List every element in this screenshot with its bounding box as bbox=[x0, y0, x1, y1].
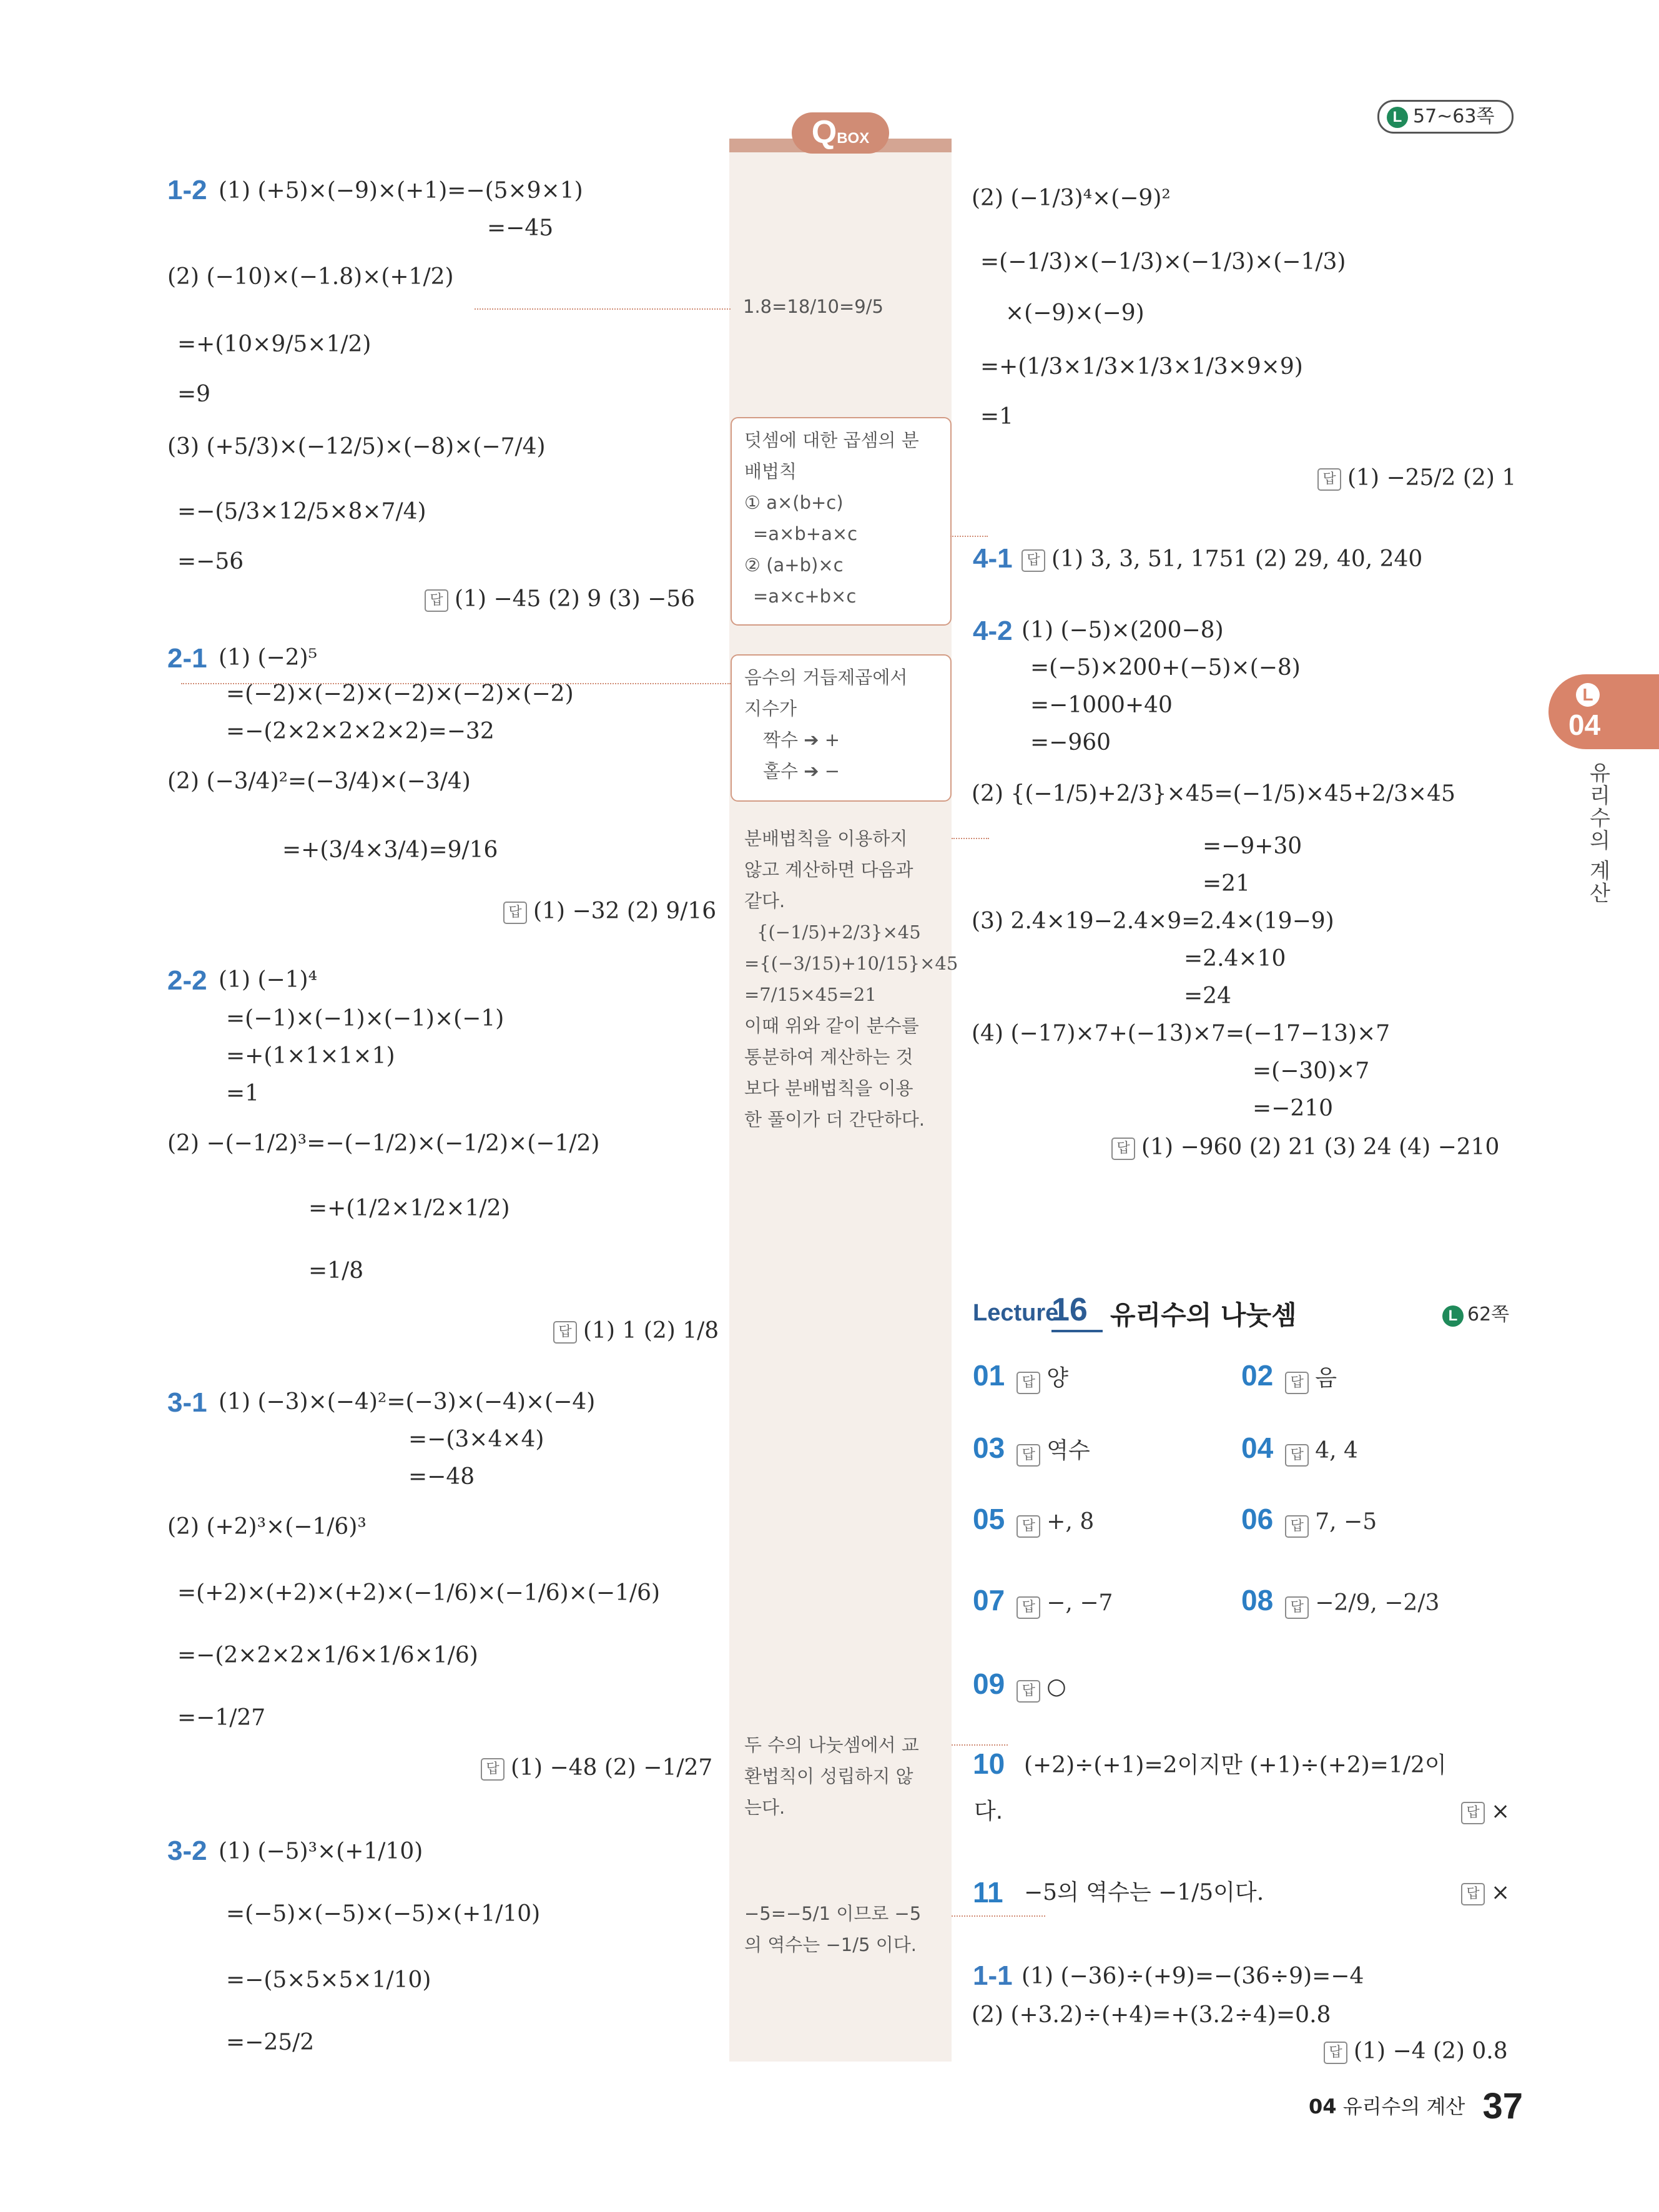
lecture-header bbox=[973, 1290, 1516, 1340]
chapter-tab[interactable] bbox=[1548, 674, 1659, 749]
p4-2-line-13: =−210 bbox=[1253, 1096, 1334, 1121]
p1-2-line-2: =−45 bbox=[487, 215, 554, 241]
drill-08: 08 답 −2/9, −2/3 bbox=[1241, 1583, 1439, 1619]
p4-2-line-12: =(−30)×7 bbox=[1253, 1058, 1370, 1084]
pr-line-4: =+(1/3×1/3×1/3×1/3×9×9) bbox=[980, 354, 1303, 380]
qbox-title: QBOX bbox=[792, 112, 889, 154]
p2-1-answer: 답 (1) −32 (2) 9/16 bbox=[503, 898, 716, 925]
chapter-side-title: 유리수의 계산 bbox=[1585, 762, 1610, 905]
qbox-note-1: 1.8=18/10=9/5 bbox=[743, 296, 884, 317]
problem-2-2: 2-2 bbox=[167, 965, 207, 996]
question-11: 11 bbox=[973, 1876, 1003, 1909]
p2-1-line-2: =(−2)×(−2)×(−2)×(−2)×(−2) bbox=[226, 681, 574, 707]
problem-4-1: 4-1 bbox=[973, 543, 1013, 574]
drill-02: 02 답 음 bbox=[1241, 1359, 1337, 1394]
question-10: 10 bbox=[973, 1747, 1005, 1780]
q11-answer: 답 × bbox=[1461, 1879, 1510, 1907]
p3-2-line-4: =−25/2 bbox=[226, 2030, 315, 2055]
chapter-badge-icon: L bbox=[1576, 683, 1600, 707]
p2-1-line-3: =−(2×2×2×2×2)=−32 bbox=[226, 719, 495, 744]
pr-line-5: =1 bbox=[980, 404, 1014, 430]
p2-2-line-2: =(−1)×(−1)×(−1)×(−1) bbox=[226, 1006, 505, 1031]
problem-3-1: 3-1 bbox=[167, 1387, 207, 1418]
p4-2-line-10: =24 bbox=[1184, 983, 1231, 1009]
lecture-label: Lecture bbox=[973, 1300, 1059, 1326]
pr-line-2: =(−1/3)×(−1/3)×(−1/3)×(−1/3) bbox=[980, 249, 1346, 275]
lecture-page-ref: L 62쪽 bbox=[1442, 1299, 1509, 1327]
p4-2-line-2: =(−5)×200+(−5)×(−8) bbox=[1030, 655, 1301, 681]
p2-2-answer: 답 (1) 1 (2) 1/8 bbox=[553, 1317, 719, 1345]
page-footer bbox=[1309, 2085, 1523, 2127]
lecture-number: 16 bbox=[1051, 1291, 1103, 1332]
p3-1-line-7: =−1/27 bbox=[177, 1705, 266, 1731]
page-number: 37 bbox=[1482, 2086, 1524, 2126]
p3-1-line-6: =−(2×2×2×1/6×1/6×1/6) bbox=[177, 1643, 478, 1668]
drill-03: 03 답 역수 bbox=[973, 1431, 1090, 1467]
problem-number: 1-2 bbox=[167, 175, 207, 205]
p3-1-answer: 답 (1) −48 (2) −1/27 bbox=[481, 1754, 712, 1782]
p3-1-line-1: (1) (−3)×(−4)²=(−3)×(−4)×(−4) bbox=[219, 1389, 596, 1415]
drill-01: 01 답 양 bbox=[973, 1359, 1068, 1394]
p2-2-line-1: (1) (−1)⁴ bbox=[219, 967, 318, 993]
p1-2-line-8: =−56 bbox=[177, 549, 244, 574]
p3-1-line-2: =−(3×4×4) bbox=[408, 1427, 544, 1452]
problem-4-2: 4-2 bbox=[973, 616, 1013, 646]
lecture-badge-icon: L bbox=[1387, 107, 1408, 128]
p2-2-line-4: =1 bbox=[226, 1081, 260, 1106]
problem-1-2 bbox=[167, 175, 207, 206]
footer-chapter: 04 bbox=[1309, 2095, 1337, 2118]
p4-2-line-6: =−9+30 bbox=[1203, 833, 1302, 859]
p4-2-answer: 답 (1) −960 (2) 21 (3) 24 (4) −210 bbox=[1111, 1134, 1499, 1161]
qbox-connector-6 bbox=[952, 1915, 1045, 1917]
p4-2-line-4: =−960 bbox=[1030, 730, 1111, 755]
p3-1-line-5: =(+2)×(+2)×(+2)×(−1/6)×(−1/6)×(−1/6) bbox=[177, 1580, 661, 1606]
p2-1-line-4: (2) (−3/4)²=(−3/4)×(−3/4) bbox=[167, 769, 471, 794]
p2-2-line-6: =+(1/2×1/2×1/2) bbox=[308, 1196, 510, 1221]
lecture-reference-pill bbox=[1377, 100, 1514, 134]
q11-text: −5의 역수는 −1/5이다. bbox=[1024, 1880, 1264, 1905]
drill-04: 04 답 4, 4 bbox=[1241, 1431, 1358, 1467]
p4-2-line-9: =2.4×10 bbox=[1184, 946, 1286, 971]
p1-2-answer: 답 (1) −45 (2) 9 (3) −56 bbox=[425, 586, 695, 613]
p1-2-line-1: (1) (+5)×(−9)×(+1)=−(5×9×1) bbox=[219, 178, 583, 204]
chapter-number: 04 bbox=[1568, 709, 1601, 741]
p3-1-line-3: =−48 bbox=[408, 1464, 475, 1490]
qbox-note-2: 덧셈에 대한 곱셈의 분 배법칙 ① a×(b+c) =a×b+a×c ② (a+b)×c =a×c+b×c bbox=[744, 430, 919, 607]
p1-2-line-3: (2) (−10)×(−1.8)×(+1/2) bbox=[167, 264, 454, 290]
p1-1-line-2: (2) (+3.2)÷(+4)=+(3.2÷4)=0.8 bbox=[972, 2002, 1331, 2028]
p4-2-line-7: =21 bbox=[1203, 871, 1250, 897]
qbox-note-6: −5=−5/1 이므로 −5 의 역수는 −1/5 이다. bbox=[744, 1903, 922, 1955]
qbox-header bbox=[729, 112, 952, 156]
p1-2-line-5: =9 bbox=[177, 381, 211, 407]
p3-2-line-3: =−(5×5×5×1/10) bbox=[226, 1967, 431, 1993]
drill-07: 07 답 −, −7 bbox=[973, 1583, 1113, 1619]
p3-2-line-1: (1) (−5)³×(+1/10) bbox=[219, 1839, 423, 1864]
p1-1-answer: 답 (1) −4 (2) 0.8 bbox=[1324, 2038, 1508, 2065]
p2-1-line-1: (1) (−2)⁵ bbox=[219, 645, 318, 671]
footer-title: 유리수의 계산 bbox=[1342, 2095, 1465, 2118]
problem-3-2: 3-2 bbox=[167, 1836, 207, 1866]
p3-2-line-2: =(−5)×(−5)×(−5)×(+1/10) bbox=[226, 1901, 541, 1927]
p1-1-line-1: (1) (−36)÷(+9)=−(36÷9)=−4 bbox=[1021, 1964, 1364, 1989]
pr-answer: 답 (1) −25/2 (2) 1 bbox=[1317, 465, 1516, 492]
qbox-note-3: 음수의 거듭제곱에서 지수가 짝수 ➔ + 홀수 ➔ − bbox=[744, 667, 908, 782]
p2-2-line-5: (2) −(−1/2)³=−(−1/2)×(−1/2)×(−1/2) bbox=[167, 1131, 600, 1156]
lecture-badge-icon: L bbox=[1442, 1305, 1464, 1327]
p2-2-line-7: =1/8 bbox=[308, 1258, 364, 1284]
p4-2-line-1: (1) (−5)×(200−8) bbox=[1021, 617, 1224, 643]
p1-2-line-7: =−(5/3×12/5×8×7/4) bbox=[177, 499, 426, 524]
qbox-connector-1 bbox=[475, 308, 731, 310]
problem-1-1: 1-1 bbox=[973, 1960, 1013, 1991]
lecture-reference-text: 57~63쪽 bbox=[1413, 106, 1495, 127]
pr-line-1: (2) (−1/3)⁴×(−9)² bbox=[972, 185, 1171, 211]
p2-2-line-3: =+(1×1×1×1) bbox=[226, 1043, 395, 1069]
qbox-connector-2 bbox=[950, 536, 988, 537]
p4-2-line-8: (3) 2.4×19−2.4×9=2.4×(19−9) bbox=[972, 908, 1334, 934]
q10-answer: 답 × bbox=[1461, 1798, 1510, 1826]
p4-2-line-5: (2) {(−1/5)+2/3}×45=(−1/5)×45+2/3×45 bbox=[972, 781, 1455, 807]
problem-2-1: 2-1 bbox=[167, 643, 207, 674]
p1-2-line-4: =+(10×9/5×1/2) bbox=[177, 332, 372, 357]
p3-1-line-4: (2) (+2)³×(−1/6)³ bbox=[167, 1514, 367, 1540]
drill-09: 09 답 ○ bbox=[973, 1667, 1066, 1703]
p4-2-line-11: (4) (−17)×7+(−13)×7=(−17−13)×7 bbox=[972, 1021, 1391, 1046]
p4-2-line-3: =−1000+40 bbox=[1030, 692, 1173, 718]
p4-1-answer: 답 (1) 3, 3, 51, 1751 (2) 29, 40, 240 bbox=[1021, 546, 1422, 573]
q10-text: (+2)÷(+1)=2이지만 (+1)÷(+2)=1/2이 bbox=[1024, 1752, 1447, 1778]
drill-06: 06 답 7, −5 bbox=[1241, 1502, 1377, 1538]
q10-text-2: 다. bbox=[974, 1799, 1003, 1824]
lecture-title: 유리수의 나눗셈 bbox=[1110, 1300, 1297, 1330]
qbox-note-5: 두 수의 나눗셈에서 교 환법칙이 성립하지 않 는다. bbox=[744, 1734, 919, 1818]
drill-05: 05 답 +, 8 bbox=[973, 1502, 1094, 1538]
p2-1-line-5: =+(3/4×3/4)=9/16 bbox=[282, 837, 498, 863]
p1-2-line-6: (3) (+5/3)×(−12/5)×(−8)×(−7/4) bbox=[167, 434, 546, 460]
qbox-connector-5 bbox=[952, 1744, 1008, 1746]
qbox-note-4: 분배법칙을 이용하지 않고 계산하면 다음과 같다. {(−1/5)+2/3}×45 ={(−3/15)+10/15}×45 =7/15×45=21 이때 위와 같이 분수를 통분하여 계산하는 것 보다 분배법칙을 이용 한 풀이가 더 간단하다. bbox=[744, 828, 958, 1130]
pr-line-3: ×(−9)×(−9) bbox=[1005, 300, 1145, 326]
qbox-connector-4 bbox=[952, 838, 989, 839]
